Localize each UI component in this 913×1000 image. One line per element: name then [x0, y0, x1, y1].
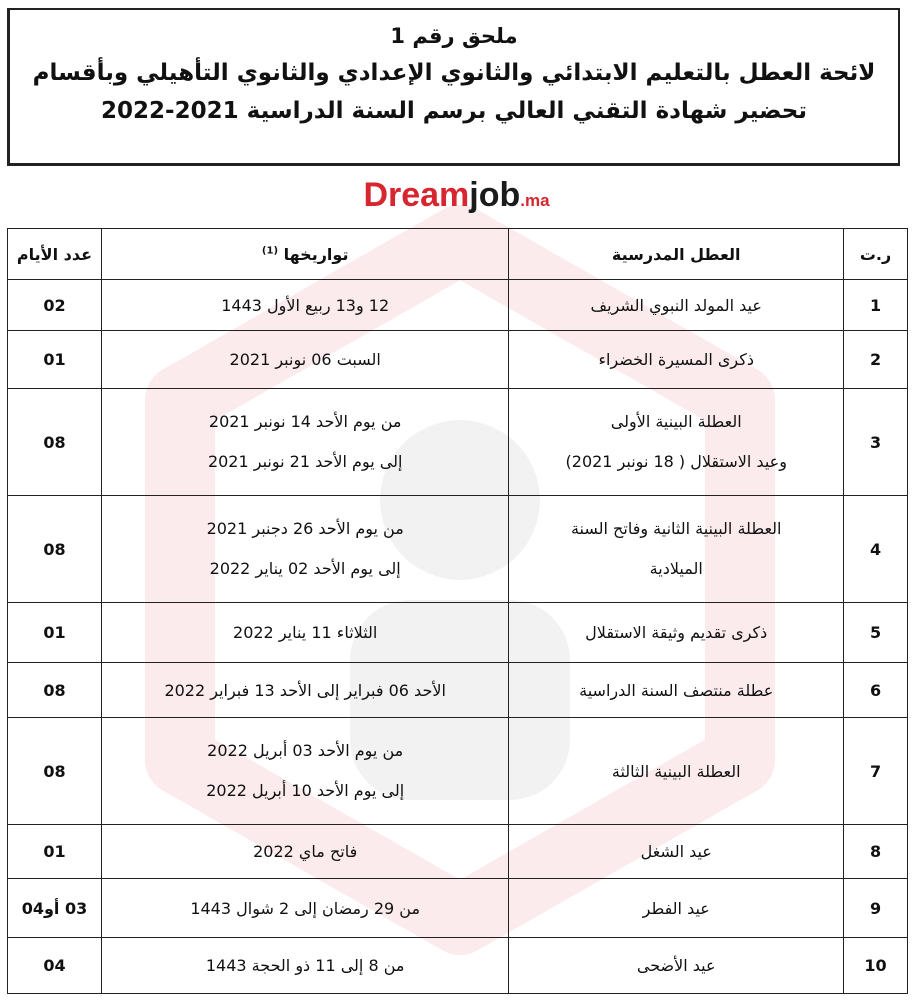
- annex-title: ملحق رقم 1: [390, 24, 518, 48]
- holiday-dates-line: من يوم الأحد 14 نونبر 2021: [208, 412, 402, 431]
- day-count: 08: [8, 389, 102, 496]
- holiday-name: [509, 718, 844, 825]
- day-count: 01: [8, 825, 102, 879]
- row-number: 1: [844, 280, 908, 331]
- holiday-name: [509, 938, 844, 994]
- row-number: 2: [844, 331, 908, 389]
- header-days: عدد الأيام: [8, 229, 102, 280]
- holiday-dates: [101, 718, 508, 825]
- holiday-dates-line: إلى يوم الأحد 10 أبريل 2022: [206, 781, 405, 800]
- title-box: [7, 8, 900, 166]
- logo-job: job: [469, 176, 521, 214]
- logo-tld: .ma: [520, 191, 550, 210]
- holiday-name-line: العطلة البينية الأولى: [610, 412, 742, 431]
- holiday-name-line: عيد الأضحى: [636, 956, 716, 975]
- holiday-dates: [101, 496, 508, 603]
- holiday-name-line: الميلادية: [649, 559, 703, 578]
- holiday-dates: [101, 663, 508, 718]
- holiday-name-line: عطلة منتصف السنة الدراسية: [579, 680, 774, 700]
- holidays-table: [7, 228, 908, 994]
- row-number: 6: [844, 663, 908, 718]
- table-row: [8, 718, 908, 825]
- holiday-name-line: ذكرى تقديم وثيقة الاستقلال: [585, 623, 768, 642]
- holiday-name: [509, 663, 844, 718]
- holiday-dates: [101, 280, 508, 331]
- table-row: [8, 389, 908, 496]
- table-row: [8, 825, 908, 879]
- day-count: 08: [8, 496, 102, 603]
- holiday-dates-line: إلى يوم الأحد 02 يناير 2022: [209, 559, 401, 578]
- document-title-line-2: تحضير شهادة التقني العالي برسم السنة الدراسية 2021-2022: [101, 98, 807, 124]
- holiday-name: [509, 331, 844, 389]
- table-row: [8, 331, 908, 389]
- row-number: 4: [844, 496, 908, 603]
- day-count: 01: [8, 331, 102, 389]
- holiday-dates: [101, 603, 508, 663]
- table-row: [8, 280, 908, 331]
- row-number: 9: [844, 879, 908, 938]
- header-dates-note: (1): [261, 245, 279, 257]
- holiday-dates-line: الثلاثاء 11 يناير 2022: [233, 623, 378, 642]
- table-row: [8, 879, 908, 938]
- row-number: 3: [844, 389, 908, 496]
- holiday-name: [509, 603, 844, 663]
- holiday-name-line: وعيد الاستقلال ( 18 نونبر 2021): [565, 452, 787, 471]
- day-count: 03 أو04: [8, 879, 102, 938]
- holiday-dates: [101, 879, 508, 938]
- row-number: 8: [844, 825, 908, 879]
- table-row: [8, 496, 908, 603]
- holiday-dates: [101, 938, 508, 994]
- holiday-name-line: العطلة البينية الثالثة: [611, 761, 741, 781]
- holiday-name: [509, 825, 844, 879]
- holiday-name: [509, 389, 844, 496]
- day-count: 02: [8, 280, 102, 331]
- holiday-dates-line: إلى يوم الأحد 21 نونبر 2021: [207, 452, 403, 471]
- holiday-name: [509, 879, 844, 938]
- header-dates-label: تواريخها: [283, 244, 349, 264]
- day-count: 01: [8, 603, 102, 663]
- header-dates: [101, 229, 508, 280]
- holiday-name-line: عيد الفطر: [642, 898, 710, 918]
- table-row: [8, 663, 908, 718]
- holiday-dates: [101, 825, 508, 879]
- holiday-dates-line: من يوم الأحد 03 أبريل 2022: [207, 741, 404, 760]
- row-number: 10: [844, 938, 908, 994]
- holiday-dates-line: 12 و13 ربيع الأول 1443: [221, 295, 390, 315]
- holiday-name-line: عيد المولد النبوي الشريف: [590, 295, 762, 315]
- day-count: 08: [8, 718, 102, 825]
- holiday-dates-line: من 29 رمضان إلى 2 شوال 1443: [190, 898, 421, 918]
- header-num: ر.ت: [844, 229, 908, 280]
- day-count: 08: [8, 663, 102, 718]
- holiday-dates: [101, 331, 508, 389]
- header-name: العطل المدرسية: [509, 229, 844, 280]
- holiday-name-line: ذكرى المسيرة الخضراء: [598, 350, 754, 369]
- holiday-name: [509, 280, 844, 331]
- holiday-name-line: عيد الشغل: [640, 842, 712, 861]
- row-number: 5: [844, 603, 908, 663]
- holiday-dates-line: السبت 06 نونبر 2021: [229, 350, 381, 369]
- row-number: 7: [844, 718, 908, 825]
- holiday-dates-line: الأحد 06 فبراير إلى الأحد 13 فبراير 2022: [164, 680, 446, 700]
- table-row: [8, 603, 908, 663]
- dreamjob-logo: [0, 176, 913, 215]
- day-count: 04: [8, 938, 102, 994]
- holiday-name: [509, 496, 844, 603]
- document-title-line-1: لائحة العطل بالتعليم الابتدائي والثانوي الإعدادي والثانوي التأهيلي وبأقسام: [32, 60, 876, 86]
- table-row: [8, 938, 908, 994]
- holiday-dates-line: من 8 إلى 11 ذو الحجة 1443: [205, 956, 405, 975]
- holiday-name-line: العطلة البينية الثانية وفاتح السنة: [570, 519, 782, 538]
- holiday-dates: [101, 389, 508, 496]
- table-header-row: [8, 229, 908, 280]
- holiday-dates-line: من يوم الأحد 26 دجنبر 2021: [206, 519, 404, 538]
- logo-dream: Dream: [363, 176, 470, 214]
- holiday-dates-line: فاتح ماي 2022: [253, 842, 358, 861]
